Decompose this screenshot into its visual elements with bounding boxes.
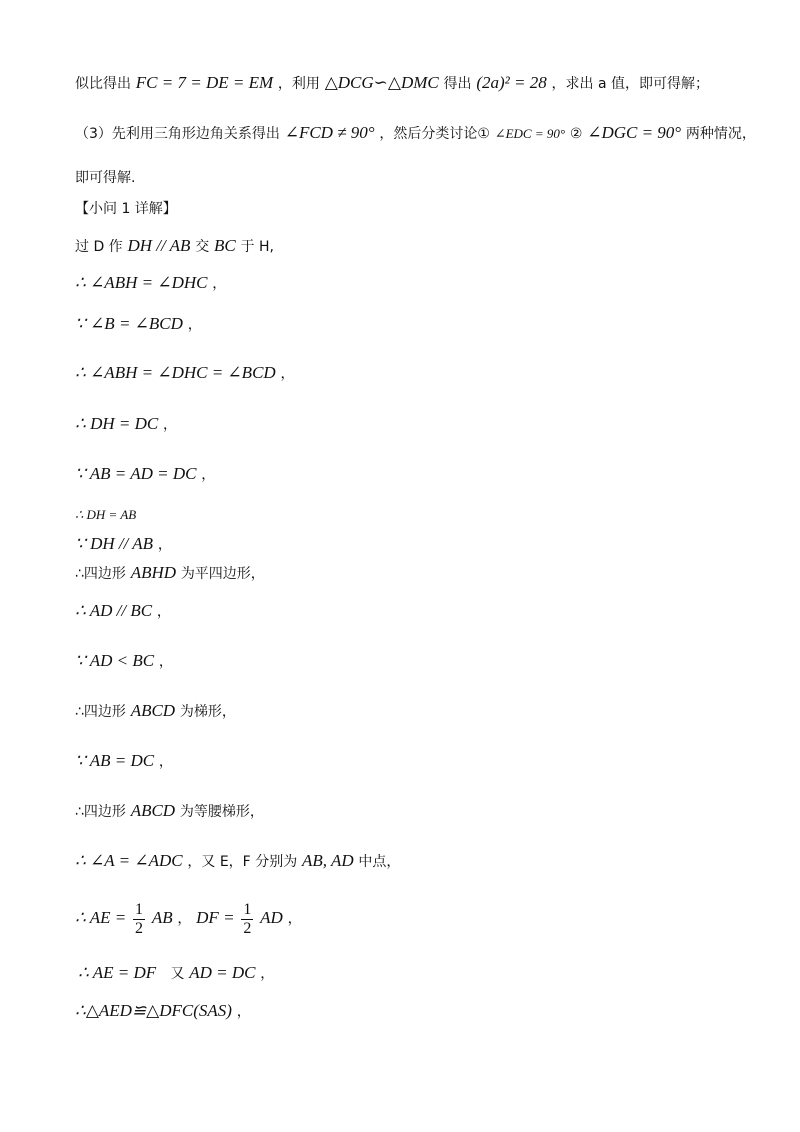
step-line-11: ∵ AD < BC ， <box>75 651 173 670</box>
fraction-one-half-b: $\frac{1}{2}$ <box>243 900 252 937</box>
step-line-17: ∴ AE = DF 又 AD = DC ， <box>78 963 275 982</box>
section-heading: 【小问 1 详解】 <box>75 201 177 217</box>
step-line-7: ∴ DH = AB <box>75 507 137 522</box>
step-line-12: ∴四边形 ABCD 为梯形， <box>75 701 236 720</box>
step-line-2: ∴ ∠ABH = ∠DHC ， <box>75 273 227 292</box>
step-line-15: ∴ ∠A = ∠ADC ，又 E，F 分别为 AB, AD 中点， <box>75 851 401 870</box>
step-line-6: ∵ AB = AD = DC ， <box>75 464 216 483</box>
text-line-1: 似比得出 FC = 7 = DE = EM ，利用 △DCG∽△DMC 得出 (2a)² = 28 ，求出 a 值，即可得解； <box>75 73 709 92</box>
step-line-8: ∵ DH // AB ， <box>75 534 172 553</box>
step-line-18: ∴△AED≌△DFC(SAS) ， <box>75 1001 251 1020</box>
step-line-14: ∴四边形 ABCD 为等腰梯形， <box>75 801 264 820</box>
step-line-16: ∴ AE = $\frac{1}{2}$ AB ， DF = $\frac{1}{2}$ AD ， <box>75 900 302 937</box>
step-line-1: 过 D 作 DH // AB 交 BC 于 H, <box>75 236 274 255</box>
fraction-one-half-a: $\frac{1}{2}$ <box>135 900 144 937</box>
step-line-4: ∴ ∠ABH = ∠DHC = ∠BCD ， <box>75 363 295 382</box>
step-line-13: ∵ AB = DC ， <box>75 751 173 770</box>
step-line-9: ∴四边形 ABHD 为平四边形， <box>75 563 265 582</box>
step-line-5: ∴ DH = DC ， <box>75 414 177 433</box>
text-line-3: 即可得解. <box>75 170 136 186</box>
step-line-10: ∴ AD // BC ， <box>75 601 171 620</box>
text-line-2: （3）先利用三角形边角关系得出 ∠FCD ≠ 90° ，然后分类讨论① ∠EDC = 90° ② ∠DGC = 90° 两种情况， <box>75 123 756 142</box>
step-line-3: ∵ ∠B = ∠BCD ， <box>75 314 202 333</box>
